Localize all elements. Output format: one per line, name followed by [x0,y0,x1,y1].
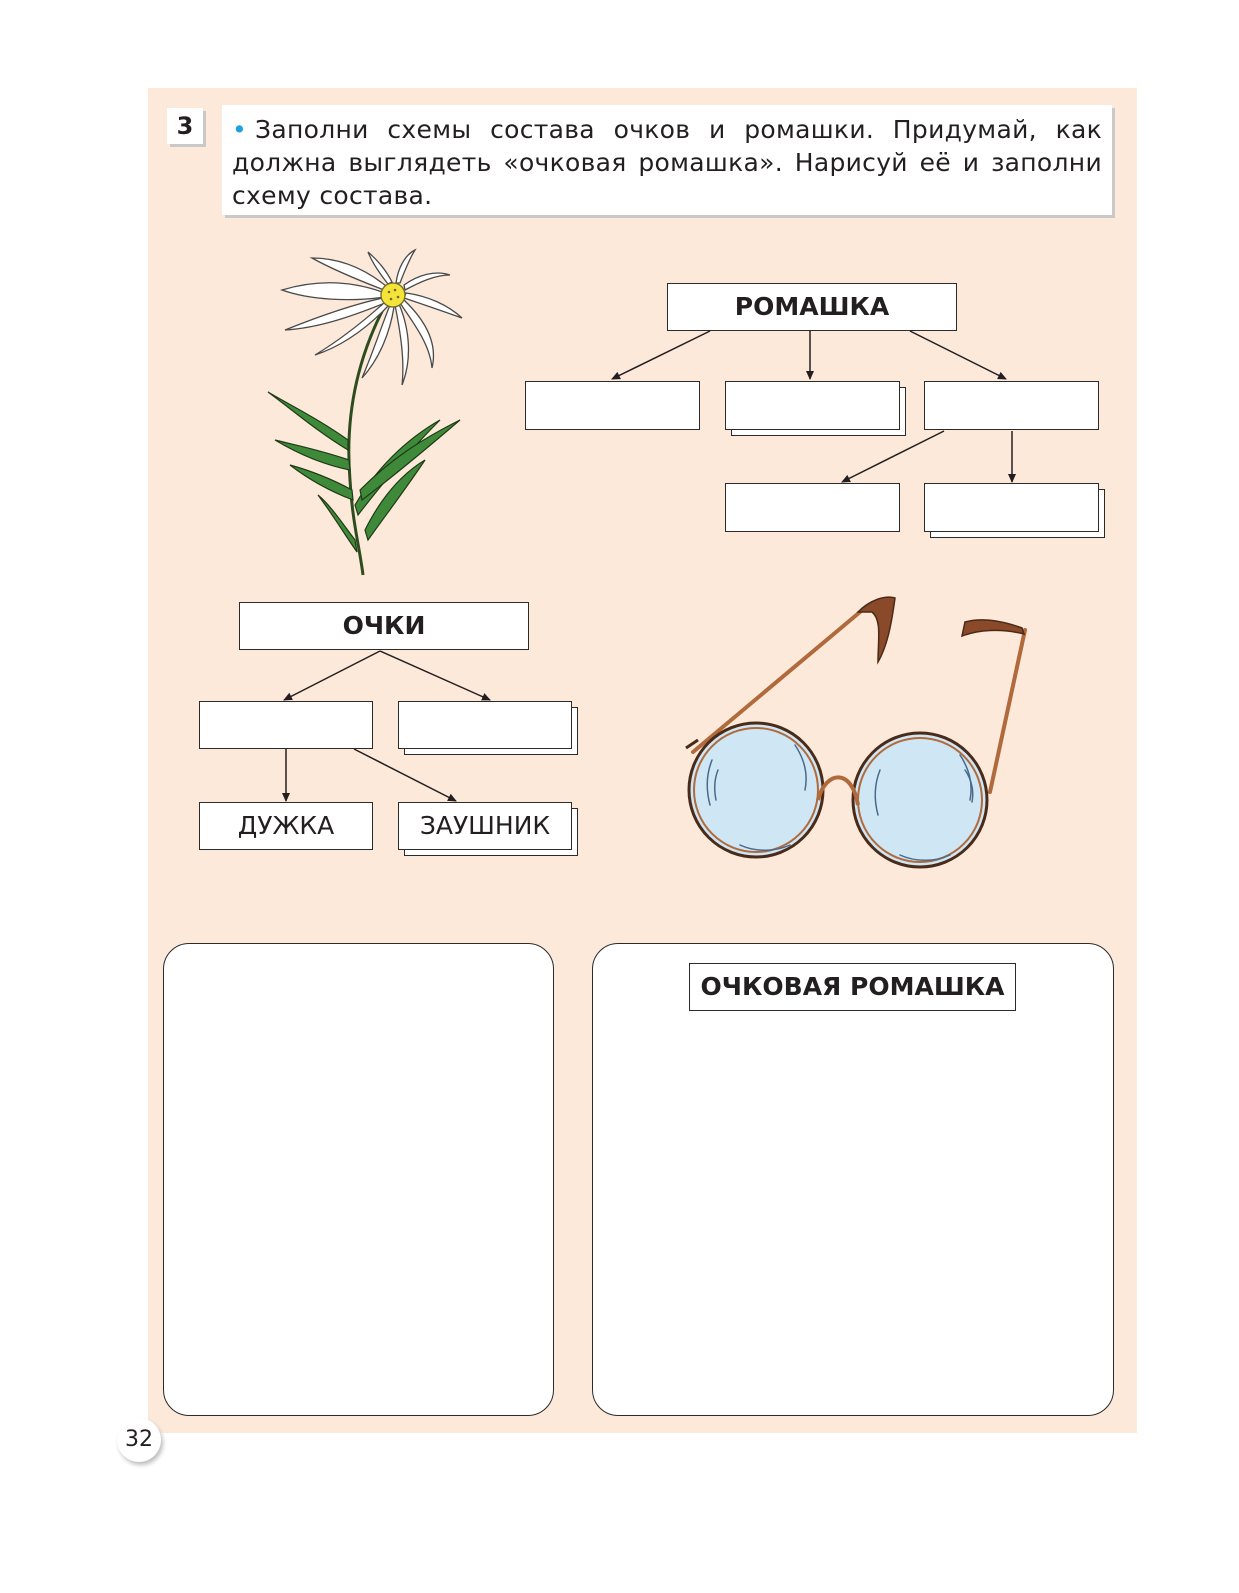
scheme-area[interactable] [592,943,1114,1416]
instruction-text: Заполни схемы состава очков и ромашки. Придумай, как должна выглядеть «очковая ромашка». Нарисуй её и заполни схему состава. [232,115,1102,210]
ochki-grandchild-dujka-box: ДУЖКА [199,802,373,850]
ochkovaya-romashka-title-box: ОЧКОВАЯ РОМАШКА [689,963,1016,1011]
drawing-area[interactable] [163,943,554,1416]
task-number: 3 [167,108,203,144]
page-number: 32 [117,1418,161,1462]
bullet-icon: • [232,115,248,144]
ochki-root-box: ОЧКИ [239,602,529,650]
romashka-root-box: РОМАШКА [667,283,957,331]
ochki-grandchild-zaushnik-box: ЗАУШНИК [398,802,572,850]
